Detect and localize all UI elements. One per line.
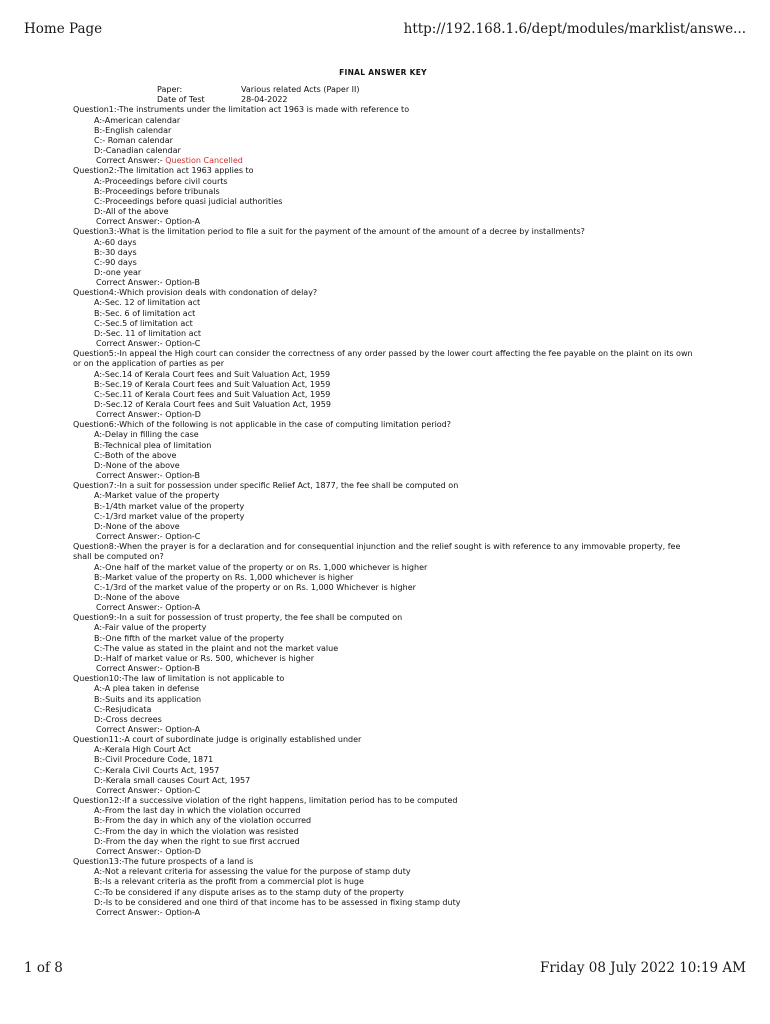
answer-option: A:-A plea taken in defense	[94, 684, 200, 694]
question-text: Question3:-What is the limitation period to file a suit for the payment of the amount of the amount of a decree by installments?	[73, 227, 585, 237]
answer-option: A:-60 days	[94, 237, 137, 247]
answer-option: B:-Technical plea of limitation	[94, 440, 212, 450]
correct-answer-value: Option-A	[165, 217, 201, 227]
page-indicator: 1 of 8	[24, 960, 63, 976]
answer-option: B:-Market value of the property on Rs. 1,000 whichever is higher	[94, 572, 354, 582]
question-block	[73, 288, 693, 349]
correct-answer-line	[73, 217, 693, 227]
correct-answer-value: Option-B	[165, 664, 200, 674]
answer-option: D:-Kerala small causes Court Act, 1957	[94, 775, 251, 785]
question-text: Question8:-When the prayer is for a declaration and for consequential injunction and the relief sought is with reference to any immovable property, fee shall be computed on?	[73, 542, 681, 562]
question-text: Question9:-In a suit for possession of trust property, the fee shall be computed on	[73, 613, 403, 623]
question-text: Question10:-The law of limitation is not applicable to	[73, 674, 285, 684]
question-block	[73, 349, 693, 420]
answer-option: C:-Proceedings before quasi judicial authorities	[94, 196, 283, 206]
correct-answer-line	[73, 664, 693, 674]
correct-answer-value: Option-A	[165, 907, 201, 917]
correct-answer-line	[73, 156, 693, 166]
question-block	[73, 166, 693, 227]
question-text: Question7:-In a suit for possession under specific Relief Act, 1877, the fee shall be computed on	[73, 481, 459, 491]
correct-answer-line	[73, 603, 693, 613]
answer-option: C:-Both of the above	[94, 450, 177, 460]
answer-option: B:-From the day in which any of the violation occurred	[94, 816, 312, 826]
answer-option: C:-1/3rd market value of the property	[94, 511, 245, 521]
answer-option: D:-Canadian calendar	[94, 146, 181, 156]
answer-option: D:-Half of market value or Rs. 500, whichever is higher	[94, 653, 315, 663]
answer-option: A:-Sec.14 of Kerala Court fees and Suit Valuation Act, 1959	[94, 369, 331, 379]
answer-option: B:-1/4th market value of the property	[94, 501, 245, 511]
answer-option: D:-Sec.12 of Kerala Court fees and Suit Valuation Act, 1959	[94, 400, 331, 409]
correct-answer-label: Correct Answer:-	[96, 907, 166, 917]
correct-answer-line	[73, 278, 693, 288]
correct-answer-value: Option-C	[165, 785, 201, 795]
correct-answer-line	[73, 725, 693, 735]
correct-answer-value: Option-B	[165, 278, 200, 288]
answer-option: A:-Market value of the property	[94, 491, 220, 501]
correct-answer-label: Correct Answer:-	[96, 471, 166, 481]
answer-option: D:-None of the above	[94, 460, 180, 470]
date-row	[73, 95, 693, 105]
answer-option: A:-American calendar	[94, 115, 181, 125]
answer-option: D:-Is to be considered and one third of that income has to be assessed in fixing stamp duty	[94, 897, 461, 907]
paper-row	[73, 85, 693, 95]
correct-answer-value: Option-A	[165, 603, 201, 613]
answer-option: A:-Not a relevant criteria for assessing the value for the purpose of stamp duty	[94, 867, 411, 877]
answer-option: B:-Is a relevant criteria as the profit from a commercial plot is huge	[94, 877, 364, 887]
print-header-title: Home Page	[24, 21, 103, 37]
answer-option: B:-English calendar	[94, 125, 172, 135]
correct-answer-label: Correct Answer:-	[96, 846, 166, 856]
correct-answer-line	[73, 908, 693, 918]
answer-option: B:-Sec. 6 of limitation act	[94, 308, 196, 318]
answer-option: C:-90 days	[94, 257, 137, 267]
answer-option: A:-Kerala High Court Act	[94, 745, 191, 755]
correct-answer-label: Correct Answer:-	[96, 532, 166, 542]
answer-option: D:-None of the above	[94, 592, 180, 602]
answer-option: A:-Delay in filling the case	[94, 430, 199, 440]
correct-answer-label: Correct Answer:-	[96, 410, 166, 420]
paper-value: Various related Acts (Paper II)	[241, 85, 360, 95]
correct-answer-label: Correct Answer:-	[96, 156, 166, 166]
question-text: Question4:-Which provision deals with condonation of delay?	[73, 288, 318, 298]
correct-answer-value: Question Cancelled	[165, 156, 243, 166]
print-datetime: Friday 08 July 2022 10:19 AM	[540, 960, 746, 976]
question-text: Question12:-If a successive violation of the right happens, limitation period has to be computed	[73, 796, 458, 806]
question-text: Question2:-The limitation act 1963 applies to	[73, 166, 254, 176]
question-text: Question6:-Which of the following is not applicable in the case of computing limitation period?	[73, 420, 452, 430]
answer-option: B:-Proceedings before tribunals	[94, 186, 220, 196]
answer-option: A:-One half of the market value of the property or on Rs. 1,000 whichever is higher	[94, 562, 428, 572]
correct-answer-value: Option-D	[165, 410, 201, 420]
answer-option: C:-Kerala Civil Courts Act, 1957	[94, 765, 220, 775]
answer-option: D:-None of the above	[94, 521, 180, 531]
answer-option: A:-From the last day in which the violation occurred	[94, 806, 301, 816]
question-block	[73, 481, 693, 542]
correct-answer-line	[73, 847, 693, 857]
answer-option: C:-From the day in which the violation was resisted	[94, 826, 299, 836]
correct-answer-label: Correct Answer:-	[96, 217, 166, 227]
question-block	[73, 105, 693, 166]
question-text: Question1:-The instruments under the limitation act 1963 is made with reference to	[73, 105, 410, 115]
answer-option: B:-30 days	[94, 247, 137, 257]
question-text: Question13:-The future prospects of a land is	[73, 857, 254, 867]
correct-answer-line	[73, 410, 693, 420]
answer-option: B:-One fifth of the market value of the property	[94, 633, 285, 643]
question-text: Question11:-A court of subordinate judge is originally established under	[73, 735, 362, 745]
correct-answer-label: Correct Answer:-	[96, 339, 166, 349]
question-block	[73, 735, 693, 796]
correct-answer-value: Option-C	[165, 339, 201, 349]
document-title: FINAL ANSWER KEY	[339, 68, 427, 77]
correct-answer-label: Correct Answer:-	[96, 278, 166, 288]
correct-answer-line	[73, 471, 693, 481]
question-block	[73, 420, 693, 481]
correct-answer-line	[73, 339, 693, 349]
correct-answer-value: Option-B	[165, 471, 200, 481]
question-block	[73, 796, 693, 857]
answer-option: A:-Sec. 12 of limitation act	[94, 298, 201, 308]
answer-option: C:-The value as stated in the plaint and not the market value	[94, 643, 339, 653]
paper-label: Paper:	[157, 85, 183, 95]
question-block	[73, 857, 693, 918]
answer-option: D:-From the day when the right to sue first accrued	[94, 836, 300, 846]
answer-option: C:-To be considered if any dispute arises as to the stamp duty of the property	[94, 887, 404, 897]
question-text: Question5:-In appeal the High court can consider the correctness of any order passed by the lower court affecting the fee payable on the plaint on its own or on the application of parties as per	[73, 349, 693, 369]
answer-option: A:-Fair value of the property	[94, 623, 207, 633]
answer-option: D:-Sec. 11 of limitation act	[94, 328, 202, 338]
answer-option: B:-Sec.19 of Kerala Court fees and Suit Valuation Act, 1959	[94, 379, 331, 389]
answer-option: B:-Civil Procedure Code, 1871	[94, 755, 214, 765]
correct-answer-label: Correct Answer:-	[96, 785, 166, 795]
answer-option: C:-Sec.11 of Kerala Court fees and Suit Valuation Act, 1959	[94, 389, 331, 399]
question-block	[73, 227, 693, 288]
correct-answer-value: Option-C	[165, 532, 201, 542]
answer-option: C:- Roman calendar	[94, 135, 173, 145]
answer-option: C:-Sec.5 of limitation act	[94, 318, 193, 328]
correct-answer-value: Option-D	[165, 846, 201, 856]
answer-option: D:-All of the above	[94, 207, 169, 217]
correct-answer-label: Correct Answer:-	[96, 603, 166, 613]
answer-option: C:-1/3rd of the market value of the property or on Rs. 1,000 Whichever is higher	[94, 582, 416, 592]
print-header-url: http://192.168.1.6/dept/modules/marklist/answe...	[403, 21, 746, 37]
answer-option: D:-Cross decrees	[94, 714, 162, 724]
answer-option: C:-Resjudicata	[94, 704, 152, 714]
correct-answer-line	[73, 532, 693, 542]
question-list	[73, 105, 693, 918]
correct-answer-value: Option-A	[165, 725, 201, 734]
correct-answer-line	[73, 786, 693, 796]
question-block	[73, 613, 693, 674]
question-block	[73, 674, 693, 735]
date-label: Date of Test	[157, 95, 205, 105]
answer-key-document	[73, 68, 693, 918]
date-value: 28-04-2022	[241, 95, 288, 105]
answer-option: B:-Suits and its application	[94, 694, 202, 704]
correct-answer-label: Correct Answer:-	[96, 664, 166, 674]
question-block	[73, 542, 693, 613]
correct-answer-label: Correct Answer:-	[96, 725, 166, 734]
answer-option: A:-Proceedings before civil courts	[94, 176, 228, 186]
answer-option: D:-one year	[94, 267, 142, 277]
